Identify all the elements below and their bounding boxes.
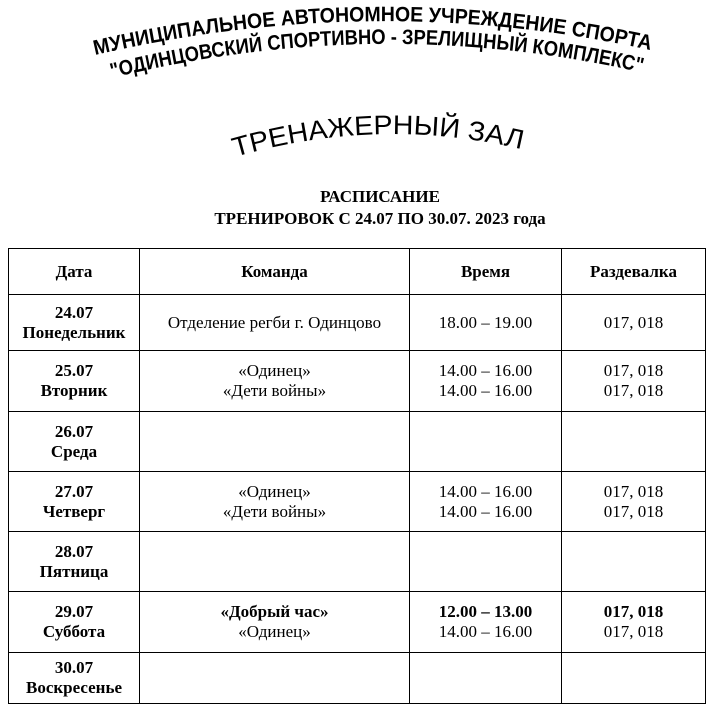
time-range: 14.00 – 16.00 xyxy=(438,622,533,641)
schedule-heading xyxy=(0,186,712,230)
team-cell xyxy=(140,351,410,412)
time-cell xyxy=(410,472,562,532)
table-row xyxy=(9,472,706,532)
schedule-subtitle: ТРЕНИРОВОК С 24.07 ПО 30.07. 2023 года xyxy=(214,209,546,228)
column-header-room: Раздевалка xyxy=(562,249,706,295)
time-range: 12.00 – 13.00 xyxy=(438,602,533,621)
team-name: «Дети войны» xyxy=(222,501,327,521)
table-row xyxy=(9,295,706,351)
day-name: Суббота xyxy=(42,622,106,641)
team-cell xyxy=(140,592,410,653)
room-cell xyxy=(562,532,706,592)
day-name: Четверг xyxy=(42,501,106,521)
room-cell xyxy=(562,472,706,532)
date-value: 27.07 xyxy=(54,481,94,501)
team-name: «Одинец» xyxy=(238,361,311,380)
room-cell xyxy=(562,592,706,653)
date-cell xyxy=(9,653,140,704)
time-range: 18.00 – 19.00 xyxy=(438,312,533,332)
time-cell xyxy=(410,295,562,351)
time-cell xyxy=(410,351,562,412)
team-cell xyxy=(140,653,410,704)
schedule-title: РАСПИСАНИЕ xyxy=(320,187,440,206)
day-name: Пятница xyxy=(39,561,109,581)
column-header-date: Дата xyxy=(9,249,140,295)
day-name: Понедельник xyxy=(22,322,126,342)
team-cell xyxy=(140,295,410,351)
column-header-time: Время xyxy=(410,249,562,295)
date-cell xyxy=(9,532,140,592)
room-cell xyxy=(562,351,706,412)
time-cell xyxy=(410,592,562,653)
time-cell xyxy=(410,653,562,704)
day-name: Вторник xyxy=(40,381,108,400)
time-range: 14.00 – 16.00 xyxy=(438,501,533,521)
time-cell xyxy=(410,532,562,592)
date-value: 28.07 xyxy=(54,541,94,561)
date-value: 30.07 xyxy=(54,658,94,677)
table-row xyxy=(9,412,706,472)
date-value: 29.07 xyxy=(54,602,94,621)
table-header-row xyxy=(9,249,706,295)
date-cell xyxy=(9,592,140,653)
room-numbers: 017, 018 xyxy=(603,622,664,641)
room-numbers: 017, 018 xyxy=(603,381,664,400)
schedule-table xyxy=(8,248,706,704)
table-row xyxy=(9,532,706,592)
team-name: «Дети войны» xyxy=(222,381,327,400)
date-cell xyxy=(9,412,140,472)
table-row xyxy=(9,351,706,412)
time-range: 14.00 – 16.00 xyxy=(438,481,533,501)
room-cell xyxy=(562,412,706,472)
team-cell xyxy=(140,472,410,532)
room-cell xyxy=(562,295,706,351)
header-line-2: "ОДИНЦОВСКИЙ СПОРТИВНО - ЗРЕЛИЩНЫЙ КОМПЛЕКС" xyxy=(107,25,648,83)
team-cell xyxy=(140,532,410,592)
date-value: 25.07 xyxy=(54,361,94,380)
room-numbers: 017, 018 xyxy=(603,312,664,332)
date-value: 24.07 xyxy=(54,302,94,322)
date-value: 26.07 xyxy=(54,421,94,441)
column-header-team: Команда xyxy=(140,249,410,295)
team-name: «Добрый час» xyxy=(220,602,329,621)
day-name: Воскресенье xyxy=(25,678,122,697)
room-numbers: 017, 018 xyxy=(603,361,664,380)
gym-title-text: ТРЕНАЖЕРНЫЙ ЗАЛ xyxy=(228,109,526,163)
room-cell xyxy=(562,653,706,704)
date-cell xyxy=(9,351,140,412)
room-numbers: 017, 018 xyxy=(603,602,664,621)
table-row xyxy=(9,592,706,653)
team-cell xyxy=(140,412,410,472)
date-cell xyxy=(9,472,140,532)
room-numbers: 017, 018 xyxy=(603,481,664,501)
time-cell xyxy=(410,412,562,472)
header-line-1: МУНИЦИПАЛЬНОЕ АВТОНОМНОЕ УЧРЕЖДЕНИЕ СПОРТА xyxy=(91,3,656,60)
team-name: «Одинец» xyxy=(238,481,311,501)
room-numbers: 017, 018 xyxy=(603,501,664,521)
team-name: Отделение регби г. Одинцово xyxy=(167,312,382,332)
gym-title xyxy=(0,90,712,170)
day-name: Среда xyxy=(50,441,98,461)
time-range: 14.00 – 16.00 xyxy=(438,361,533,380)
date-cell xyxy=(9,295,140,351)
team-name: «Одинец» xyxy=(238,622,311,641)
table-row xyxy=(9,653,706,704)
time-range: 14.00 – 16.00 xyxy=(438,381,533,400)
